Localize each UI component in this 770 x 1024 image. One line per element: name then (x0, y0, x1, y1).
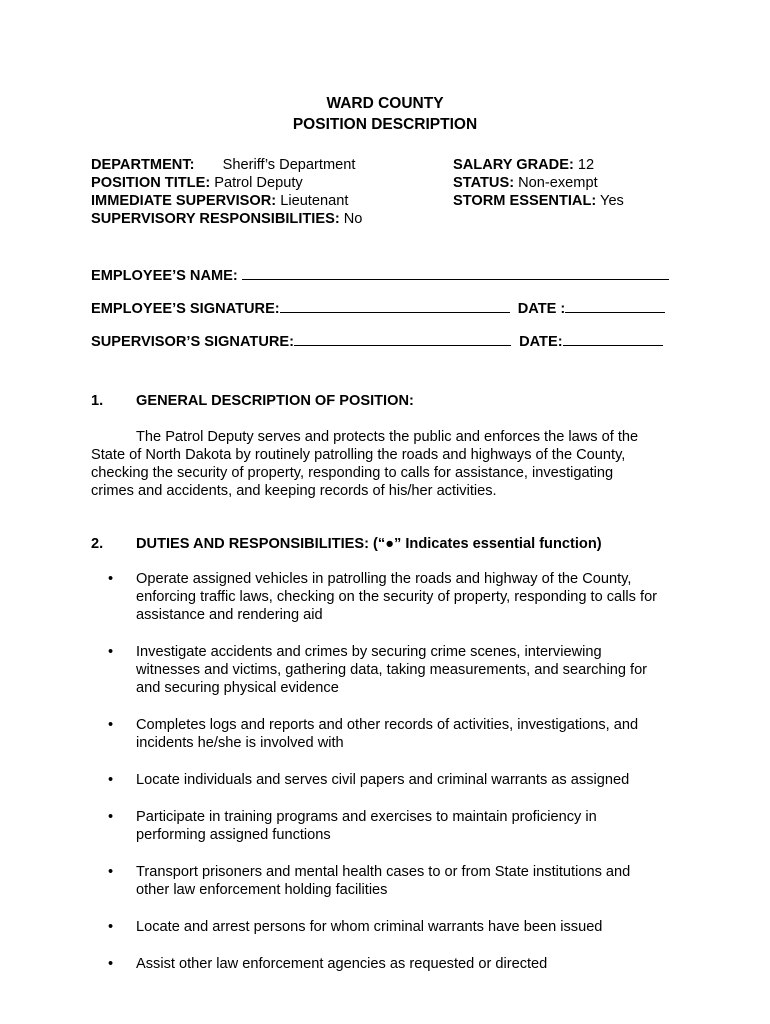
position-title-label: POSITION TITLE: (91, 175, 211, 191)
storm-essential-row (453, 192, 624, 210)
supervisor-date-label: DATE: (519, 334, 563, 350)
document-title: POSITION DESCRIPTION (292, 116, 478, 133)
general-description-line: The Patrol Deputy serves and protects the public and enforces the laws of the (136, 429, 639, 445)
duty-line: Participate in training programs and exercises to maintain proficiency in (136, 809, 597, 825)
duty-line: Transport prisoners and mental health cases to or from State institutions and (136, 864, 631, 880)
department-row (91, 156, 355, 174)
immediate-supervisor-value: Lieutenant (280, 193, 349, 209)
supervisor-signature-label: SUPERVISOR’S SIGNATURE: (91, 334, 294, 350)
section-2-title: DUTIES AND RESPONSIBILITIES: (“●” Indicates essential function) (136, 536, 602, 552)
duty-line: witnesses and victims, gathering data, taking measurements, and searching for (136, 662, 648, 678)
employee-name-row (91, 264, 669, 285)
duty-line: Assist other law enforcement agencies as requested or directed (136, 956, 548, 972)
duty-item (108, 918, 698, 936)
section-1-title: GENERAL DESCRIPTION OF POSITION: (136, 393, 414, 409)
duty-item (108, 716, 698, 752)
position-title-value: Patrol Deputy (214, 175, 303, 191)
bullet-icon: • (108, 919, 114, 935)
duty-line: performing assigned functions (136, 827, 331, 843)
salary-grade-label: SALARY GRADE: (453, 157, 574, 173)
supervisor-date-line[interactable] (563, 330, 663, 346)
employee-name-label: EMPLOYEE’S NAME: (91, 268, 238, 284)
supervisory-responsibilities-label: SUPERVISORY RESPONSIBILITIES: (91, 211, 340, 227)
bullet-icon: • (108, 809, 114, 825)
duty-item (108, 955, 698, 973)
duty-line: other law enforcement holding facilities (136, 882, 388, 898)
general-description-paragraph (91, 428, 691, 500)
general-description-line: crimes and accidents, and keeping records of his/her activities. (91, 483, 497, 499)
status-row (453, 174, 598, 192)
employee-date-line[interactable] (565, 297, 665, 313)
storm-essential-value: Yes (600, 193, 624, 209)
department-value: Sheriff’s Department (222, 157, 356, 173)
duty-line: enforcing traffic laws, checking on the security of property, responding to calls for (136, 589, 658, 605)
duties-list (108, 570, 698, 973)
supervisory-responsibilities-row (91, 210, 362, 228)
status-value: Non-exempt (518, 175, 598, 191)
section-1-heading (91, 392, 414, 410)
immediate-supervisor-row (91, 192, 348, 210)
section-2-number: 2. (91, 536, 104, 552)
salary-grade-row (453, 156, 594, 174)
duty-item (108, 771, 698, 789)
duty-line: Completes logs and reports and other records of activities, investigations, and (136, 717, 639, 733)
county-title: WARD COUNTY (326, 95, 444, 112)
duty-line: Locate individuals and serves civil papers and criminal warrants as assigned (136, 772, 630, 788)
employee-name-line[interactable] (242, 264, 669, 280)
immediate-supervisor-label: IMMEDIATE SUPERVISOR: (91, 193, 277, 209)
duty-item (108, 643, 698, 697)
supervisory-responsibilities-value: No (343, 211, 363, 227)
duty-item (108, 863, 698, 899)
bullet-icon: • (108, 571, 114, 587)
duty-line: assistance and rendering aid (136, 607, 323, 623)
department-label: DEPARTMENT: (91, 157, 195, 173)
duty-line: incidents he/she is involved with (136, 735, 344, 751)
bullet-icon: • (108, 956, 114, 972)
duty-line: Investigate accidents and crimes by securing crime scenes, interviewing (136, 644, 602, 660)
general-description-line: checking the security of property, responding to calls for assistance, investigating (91, 465, 614, 481)
duty-item (108, 570, 698, 624)
bullet-icon: • (108, 864, 114, 880)
employee-signature-label: EMPLOYEE’S SIGNATURE: (91, 301, 280, 317)
bullet-icon: • (108, 772, 114, 788)
duty-line: Locate and arrest persons for whom criminal warrants have been issued (136, 919, 603, 935)
employee-date-label: DATE : (517, 301, 566, 317)
employee-signature-line[interactable] (280, 297, 510, 313)
bullet-icon: • (108, 644, 114, 660)
section-1-number: 1. (91, 393, 104, 409)
bullet-icon: • (108, 717, 114, 733)
duty-item (108, 808, 698, 844)
salary-grade-value: 12 (577, 157, 595, 173)
duty-line: Operate assigned vehicles in patrolling the roads and highway of the County, (136, 571, 632, 587)
storm-essential-label: STORM ESSENTIAL: (453, 193, 597, 209)
section-2-heading (91, 535, 602, 553)
status-label: STATUS: (453, 175, 515, 191)
supervisor-signature-line[interactable] (294, 330, 511, 346)
employee-signature-row (91, 297, 665, 318)
general-description-line: State of North Dakota by routinely patrolling the roads and highways of the County, (91, 447, 626, 463)
position-title-row (91, 174, 303, 192)
duty-line: and securing physical evidence (136, 680, 339, 696)
supervisor-signature-row (91, 330, 663, 351)
